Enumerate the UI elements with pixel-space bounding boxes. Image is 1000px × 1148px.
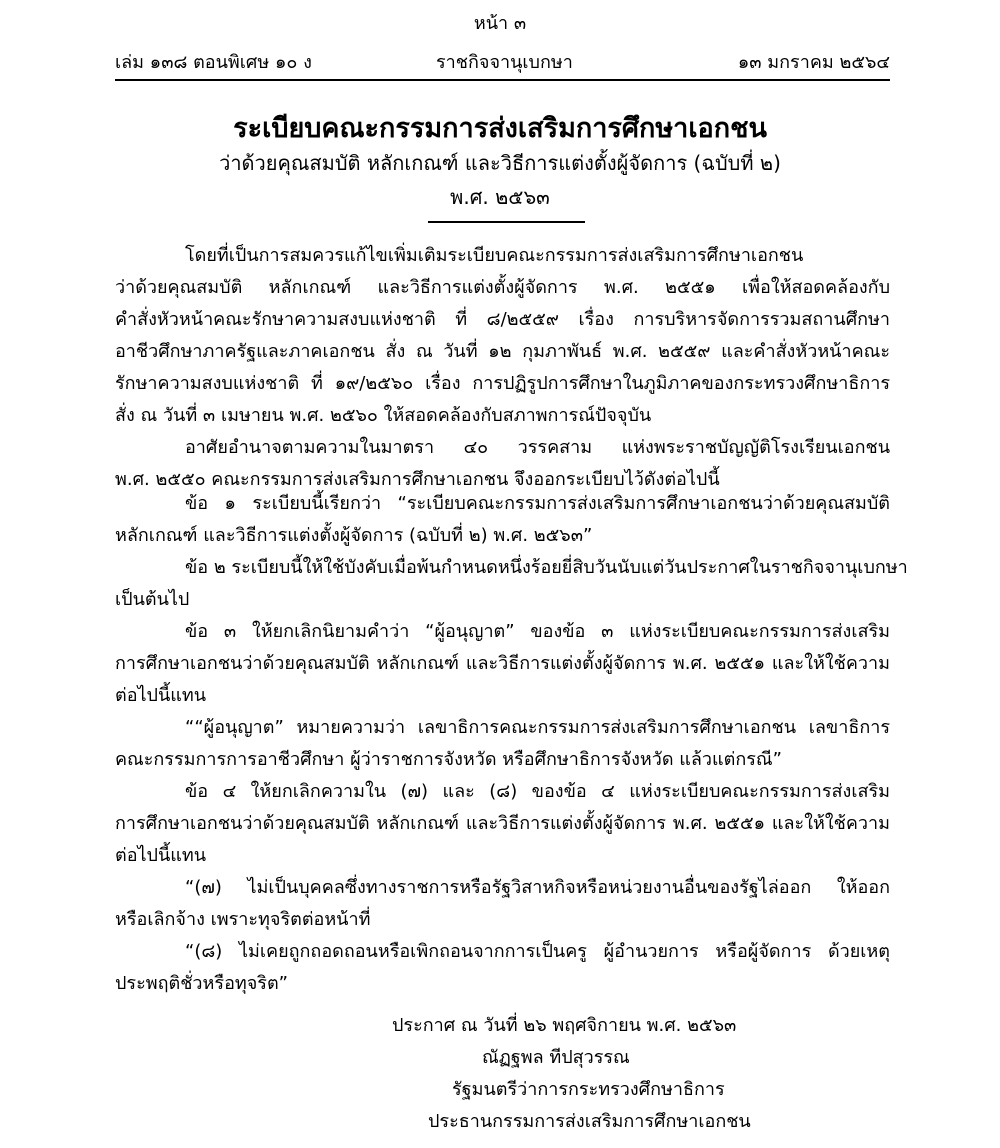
document-year: พ.ศ. ๒๕๖๓ <box>450 185 550 209</box>
clause-1-line: ข้อ ๑ ระเบียบนี้เรียกว่า “ระเบียบคณะกรรมการส่งเสริมการศึกษาเอกชนว่าด้วยคุณสมบัติ <box>185 493 890 514</box>
signatory-name: ณัฏฐพล ทีปสุวรรณ <box>482 1047 630 1068</box>
clause-3-line: ต่อไปนี้แทน <box>115 685 207 706</box>
document-title: ระเบียบคณะกรรมการส่งเสริมการศึกษาเอกชน <box>233 113 767 144</box>
gazette-name: ราชกิจจานุเบกษา <box>436 52 573 73</box>
signatory-position-2: ประธานกรรมการส่งเสริมการศึกษาเอกชน <box>428 1111 751 1132</box>
quote-1-line: ““ผู้อนุญาต” หมายความว่า เลขาธิการคณะกรรมการส่งเสริมการศึกษาเอกชน เลขาธิการ <box>185 717 890 738</box>
paragraph-line: ว่าด้วยคุณสมบัติ หลักเกณฑ์ และวิธีการแต่งตั้งผู้จัดการ พ.ศ. ๒๕๕๑ เพื่อให้สอดคล้องกับ <box>115 277 890 298</box>
quote-1-line: คณะกรรมการการอาชีวศึกษา ผู้ว่าราชการจังหวัด หรือศึกษาธิการจังหวัด แล้วแต่กรณี” <box>115 749 782 770</box>
clause-3-line: การศึกษาเอกชนว่าด้วยคุณสมบัติ หลักเกณฑ์ และวิธีการแต่งตั้งผู้จัดการ พ.ศ. ๒๕๕๑ และให้ใช้ความ <box>115 653 890 674</box>
clause-2-line: ข้อ ๒ ระเบียบนี้ให้ใช้บังคับเมื่อพ้นกำหนดหนึ่งร้อยยี่สิบวันนับแต่วันประกาศในราชกิจจานุเบกษา <box>185 557 908 578</box>
quote-2-line: “(๗) ไม่เป็นบุคคลซึ่งทางราชการหรือรัฐวิสาหกิจหรือหน่วยงานอื่นของรัฐไล่ออก ให้ออก <box>185 877 890 898</box>
document-subtitle: ว่าด้วยคุณสมบัติ หลักเกณฑ์ และวิธีการแต่งตั้งผู้จัดการ (ฉบับที่ ๒) <box>219 151 781 175</box>
paragraph-line: สั่ง ณ วันที่ ๓ เมษายน พ.ศ. ๒๕๖๐ ให้สอดคล้องกับสภาพการณ์ปัจจุบัน <box>115 405 652 426</box>
publish-date: ๑๓ มกราคม ๒๕๖๔ <box>737 52 890 73</box>
quote-2-line: หรือเลิกจ้าง เพราะทุจริตต่อหน้าที่ <box>115 909 371 930</box>
clause-4-line: ต่อไปนี้แทน <box>115 845 207 866</box>
quote-3-line: ประพฤติชั่วหรือทุจริต” <box>115 973 288 994</box>
paragraph-line: โดยที่เป็นการสมควรแก้ไขเพิ่มเติมระเบียบคณะกรรมการส่งเสริมการศึกษาเอกชน <box>185 245 804 266</box>
signatory-position-1: รัฐมนตรีว่าการกระทรวงศึกษาธิการ <box>452 1079 725 1100</box>
announcement-date: ประกาศ ณ วันที่ ๒๖ พฤศจิกายน พ.ศ. ๒๕๖๓ <box>392 1015 737 1036</box>
paragraph-line: อาชีวศึกษาภาครัฐและภาคเอกชน สั่ง ณ วันที่ ๑๒ กุมภาพันธ์ พ.ศ. ๒๕๕๙ และคำสั่งหัวหน้าคณะ <box>115 341 890 362</box>
paragraph-line: พ.ศ. ๒๕๕๐ คณะกรรมการส่งเสริมการศึกษาเอกชน จึงออกระเบียบไว้ดังต่อไปนี้ <box>115 469 720 490</box>
paragraph-line: รักษาความสงบแห่งชาติ ที่ ๑๙/๒๕๖๐ เรื่อง การปฏิรูปการศึกษาในภูมิภาคของกระทรวงศึกษาธิการ <box>115 373 890 394</box>
clause-4-line: การศึกษาเอกชนว่าด้วยคุณสมบัติ หลักเกณฑ์ และวิธีการแต่งตั้งผู้จัดการ พ.ศ. ๒๕๕๑ และให้ใช้ความ <box>115 813 890 834</box>
paragraph-line: คำสั่งหัวหน้าคณะรักษาความสงบแห่งชาติ ที่ ๘/๒๕๕๙ เรื่อง การบริหารจัดการรวมสถานศึกษา <box>115 309 890 330</box>
volume-info: เล่ม ๑๓๘ ตอนพิเศษ ๑๐ ง <box>115 52 312 73</box>
page-number: หน้า ๓ <box>473 13 527 34</box>
header-rule <box>115 79 890 81</box>
clause-3-line: ข้อ ๓ ให้ยกเลิกนิยามคำว่า “ผู้อนุญาต” ของข้อ ๓ แห่งระเบียบคณะกรรมการส่งเสริม <box>185 621 890 642</box>
paragraph-line: อาศัยอำนาจตามความในมาตรา ๔๐ วรรคสาม แห่งพระราชบัญญัติโรงเรียนเอกชน <box>185 437 890 458</box>
title-rule <box>428 221 585 223</box>
quote-3-line: “(๘) ไม่เคยถูกถอดถอนหรือเพิกถอนจากการเป็นครู ผู้อำนวยการ หรือผู้จัดการ ด้วยเหตุ <box>185 941 890 962</box>
clause-4-line: ข้อ ๔ ให้ยกเลิกความใน (๗) และ (๘) ของข้อ ๔ แห่งระเบียบคณะกรรมการส่งเสริม <box>185 781 890 802</box>
clause-1-line: หลักเกณฑ์ และวิธีการแต่งตั้งผู้จัดการ (ฉบับที่ ๒) พ.ศ. ๒๕๖๓” <box>115 525 593 546</box>
clause-2-line: เป็นต้นไป <box>115 589 190 610</box>
